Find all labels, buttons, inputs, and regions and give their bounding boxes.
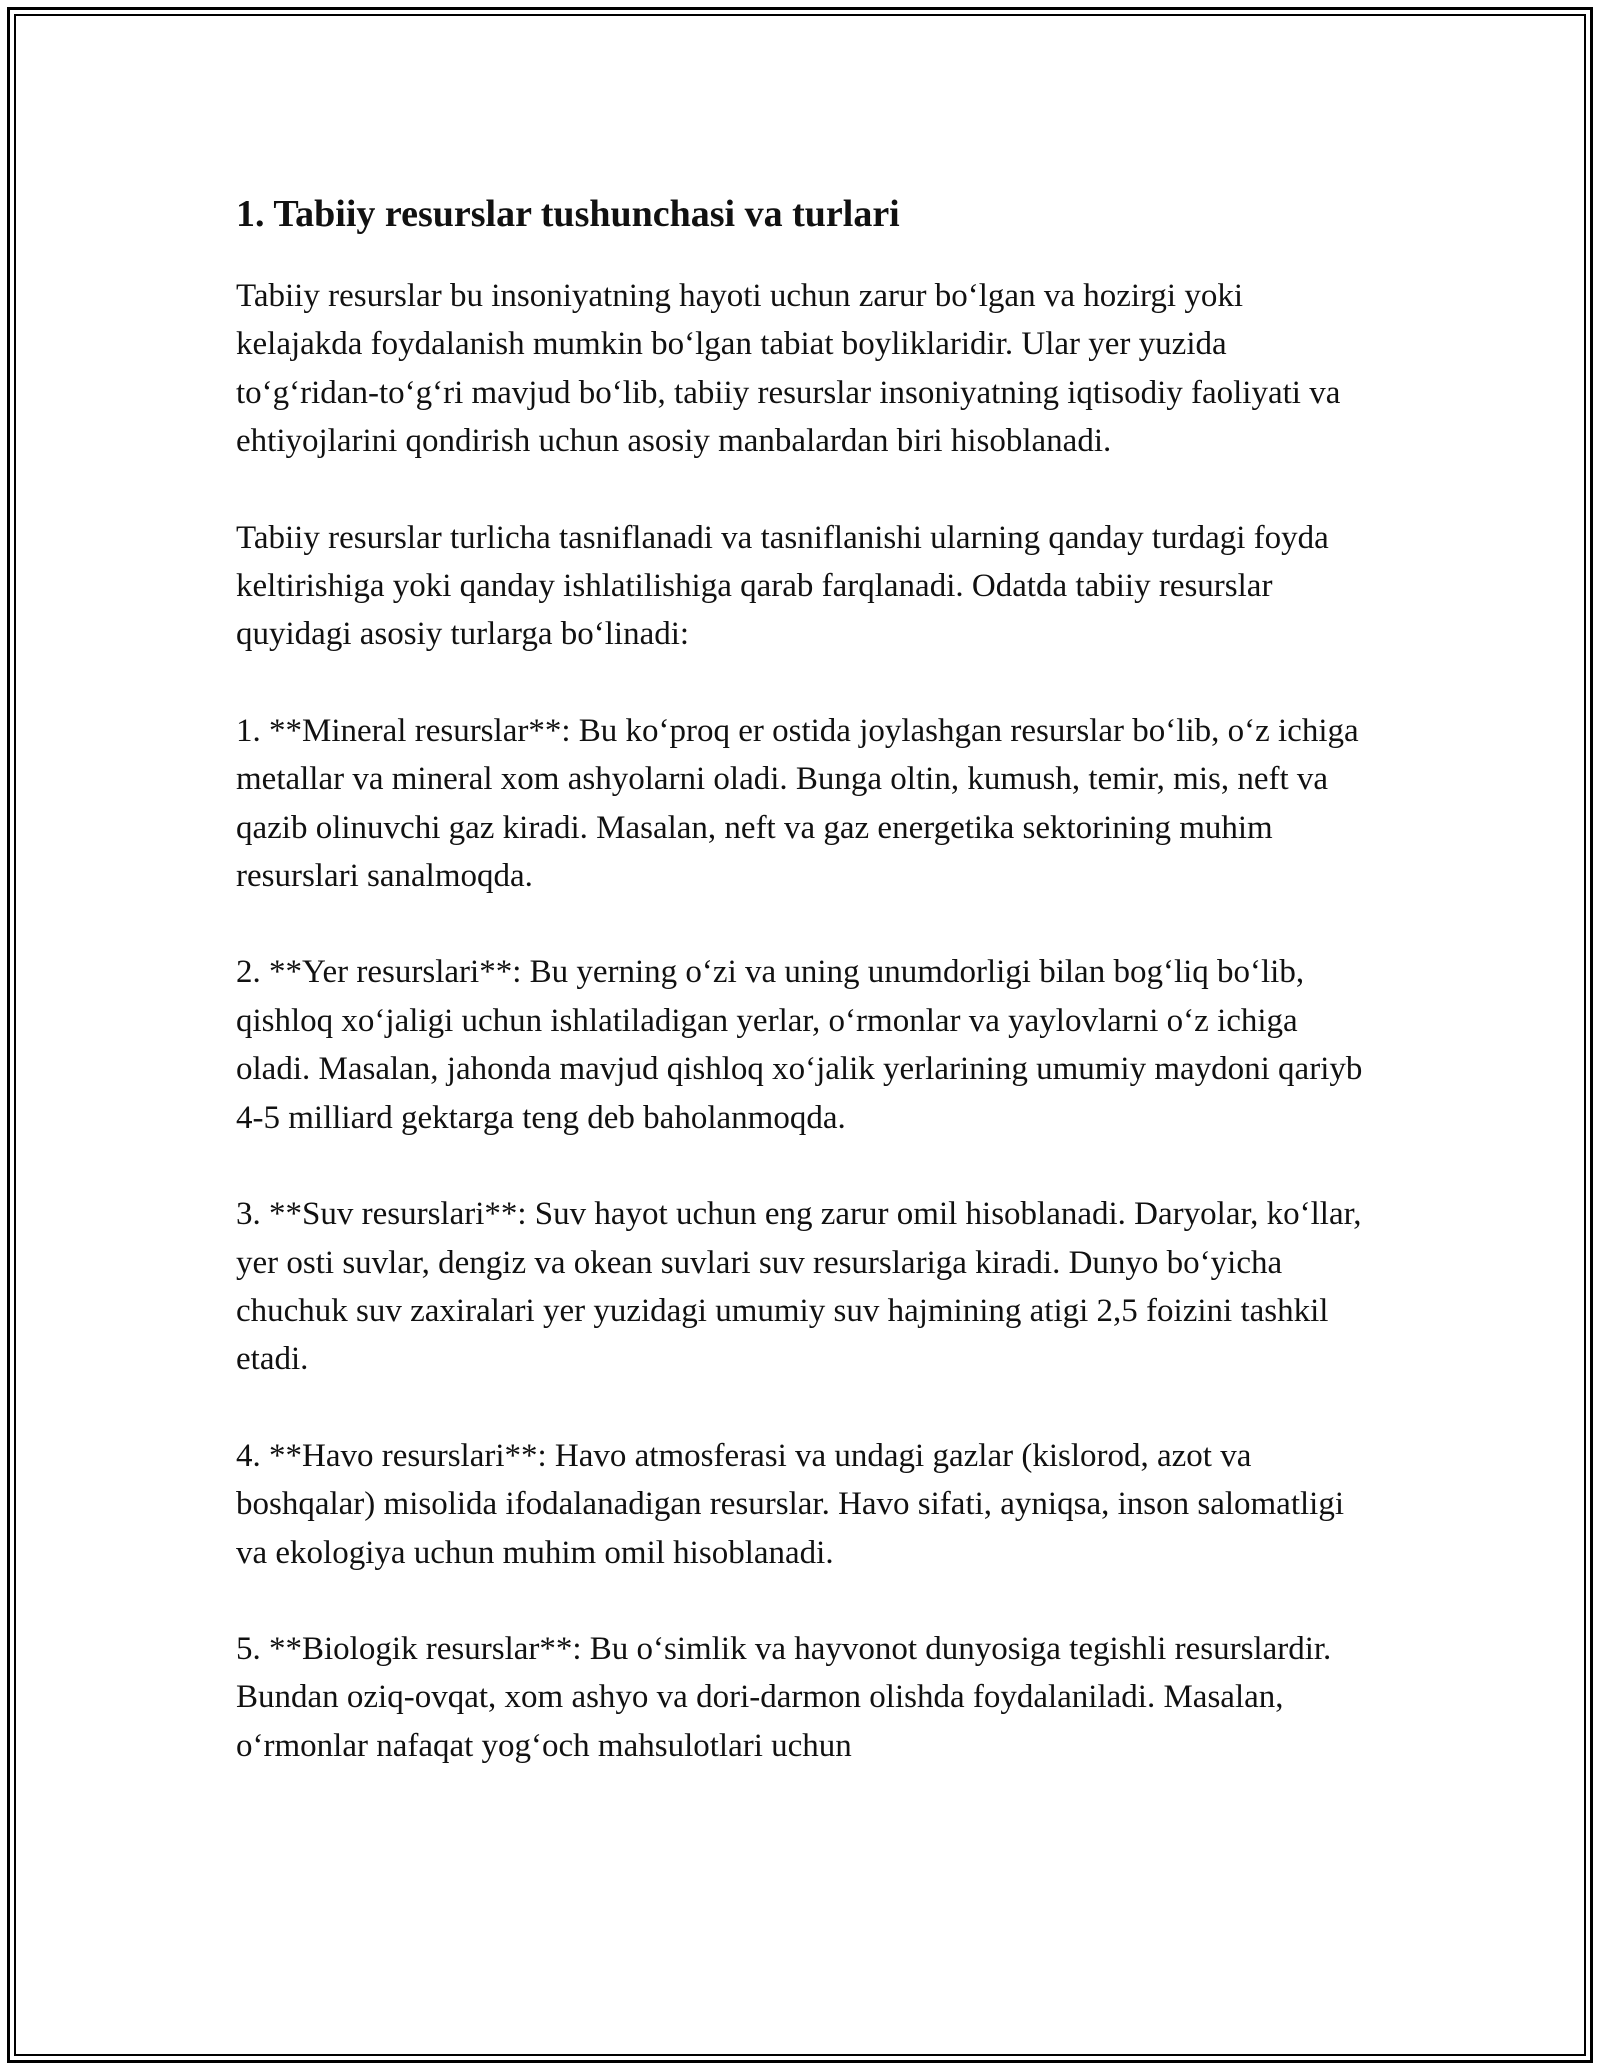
list-item-land: 2. **Yer resurslari**: Bu yerning o‘zi va uning unumdorligi bilan bog‘liq bo‘lib, qishloq xo‘jaligi uchun ishlatiladigan yerlar, o‘rmonlar va yaylovlarni o‘z ichiga oladi. Masalan, jahonda mavjud qishloq xo‘jalik yerlarining umumiy maydoni qariyb 4-5 milliard gektarga teng deb baholanmoqda. — [236, 954, 1363, 1136]
classification-paragraph: Tabiiy resurslar turlicha tasniflanadi va tasniflanishi ularning qanday turdagi foyda keltirishiga yoki qanday ishlatilishiga qarab farqlanadi. Odatda tabiiy resurslar quyidagi asosiy turlarga bo‘linadi: — [236, 519, 1329, 653]
intro-paragraph: Tabiiy resurslar bu insoniyatning hayoti uchun zarur bo‘lgan va hozirgi yoki kelajakda foydalanish mumkin bo‘lgan tabiat boyliklaridir. Ular yer yuzida to‘g‘ridan-to‘g‘ri mavjud bo‘lib, tabiiy resurslar insoniyatning iqtisodiy faoliyati va ehtiyojlarini qondirish uchun asosiy manbalardan biri hisoblanadi. — [236, 278, 1341, 460]
document-body — [236, 186, 1376, 1818]
section-heading: 1. Tabiiy resurslar tushunchasi va turlari — [236, 193, 900, 235]
list-item-air: 4. **Havo resurslari**: Havo atmosferasi va undagi gazlar (kislorod, azot va boshqalar) misolida ifodalanadigan resurslar. Havo sifati, ayniqsa, inson salomatligi va ekologiya uchun muhim omil hisoblanadi. — [236, 1437, 1344, 1571]
list-item-biological: 5. **Biologik resurslar**: Bu o‘simlik va hayvonot dunyosiga tegishli resurslardir. Bundan oziq-ovqat, xom ashyo va dori-darmon olishda foydalaniladi. Masalan, o‘rmonlar nafaqat yog‘och mahsulotlari uchun — [236, 1630, 1332, 1764]
list-item-water: 3. **Suv resurslari**: Suv hayot uchun eng zarur omil hisoblanadi. Daryolar, ko‘llar, yer osti suvlar, dengiz va okean suvlari suv resurslariga kiradi. Dunyo bo‘yicha chuchuk suv zaxiralari yer yuzidagi umumiy suv hajmining atigi 2,5 foizini tashkil etadi. — [236, 1196, 1362, 1378]
list-item-mineral: 1. **Mineral resurslar**: Bu ko‘proq er ostida joylashgan resurslar bo‘lib, o‘z ichiga metallar va mineral xom ashyolarni oladi. Bunga oltin, kumush, temir, mis, neft va qazib olinuvchi gaz kiradi. Masalan, neft va gaz energetika sektorining muhim resurslari sanalmoqda. — [236, 712, 1359, 895]
